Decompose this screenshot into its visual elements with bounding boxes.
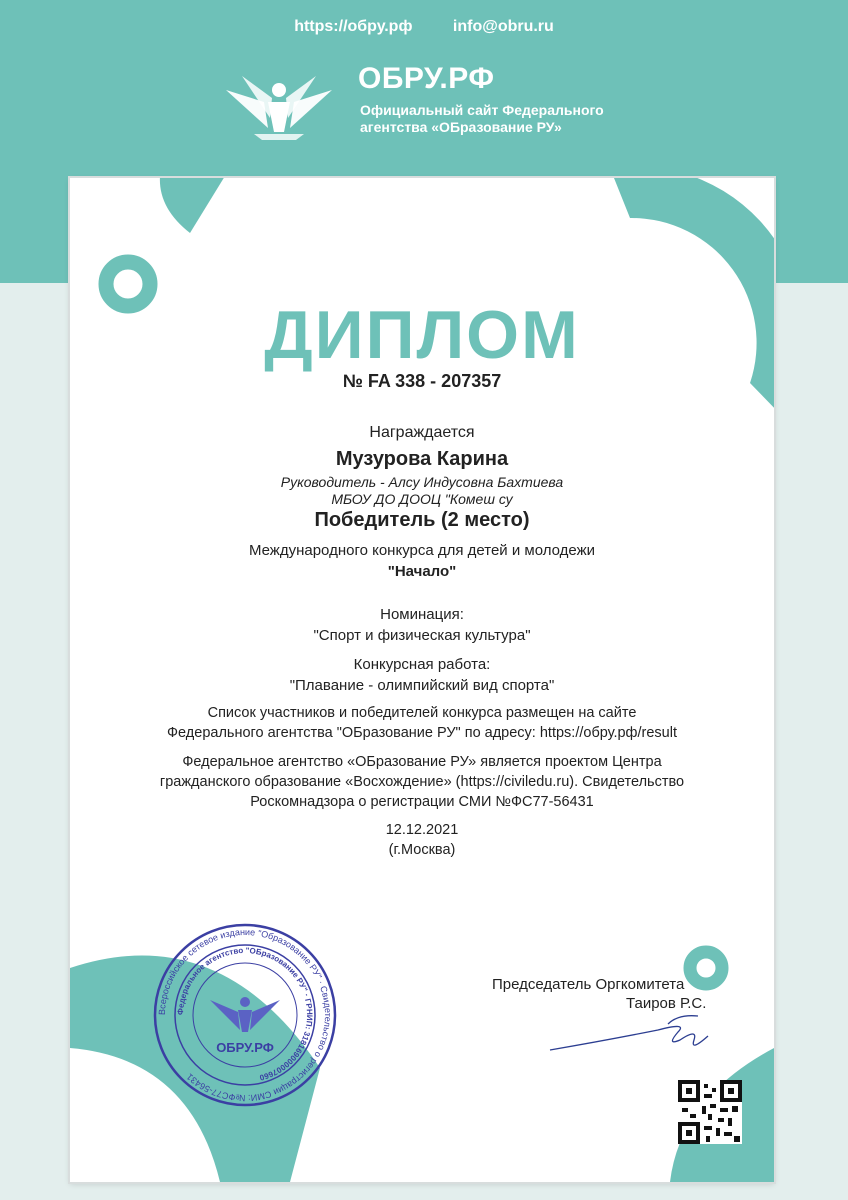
nomination-label: Номинация:	[380, 606, 464, 623]
chair-title: Председатель Оргкомитета	[492, 976, 685, 993]
results-note-line1: Список участников и победителей конкурса размещен на сайте	[207, 705, 637, 721]
brand-name: ОБРУ.РФ	[358, 62, 495, 95]
leader-line: Руководитель - Алсу Индусовна Бахтиева	[280, 474, 564, 490]
agency-note-line2: гражданского образование «Восхождение» (https://civiledu.ru). Свидетельство	[159, 774, 685, 790]
contest-name: "Начало"	[387, 563, 457, 580]
work-label: Конкурсная работа:	[353, 656, 491, 673]
stamp-center-text: ОБРУ.РФ	[216, 1040, 274, 1055]
stamp-inner-text: Федеральное агентство "ОБразование РУ" · ГРНИП: 318169000007660	[175, 945, 315, 1083]
school-line: МБОУ ДО ДООЦ "Комеш су	[331, 491, 513, 507]
brand-subtitle: Официальный сайт Федерального агентства «ОБразование РУ»	[360, 102, 604, 135]
chair-name: Таиров Р.С.	[626, 995, 707, 1012]
awarded-label: Награждается	[369, 424, 475, 441]
signature	[548, 1010, 718, 1060]
diploma-title: ДИПЛОМ	[264, 297, 580, 373]
issue-city: (г.Москва)	[388, 842, 456, 858]
contest-line: Международного конкурса для детей и молодежи	[248, 542, 596, 559]
results-note-line2: Федерального агентства "ОБразование РУ" по адресу: https://обру.рф/result	[167, 725, 677, 741]
qr-code[interactable]	[678, 1080, 742, 1144]
logo	[224, 62, 644, 142]
place-line: Победитель (2 место)	[314, 509, 530, 531]
work-value: "Плавание - олимпийский вид спорта"	[289, 677, 555, 694]
diploma-number: № FA 338 - 207357	[342, 371, 502, 391]
agency-note-line3: Роскомнадзора о регистрации СМИ №ФС77-56431	[250, 794, 594, 810]
email-link[interactable]: info@obru.ru	[452, 18, 554, 35]
recipient-name: Музурова Карина	[335, 448, 509, 470]
stamp-outer-text: Всероссийское сетевое издание "Образование РУ" · Свидетельство о регистрации СМИ: №ФС77-56431	[156, 926, 334, 1104]
site-link[interactable]: https://обру.рф	[294, 18, 413, 35]
diploma-sheet	[70, 178, 774, 1182]
issue-date: 12.12.2021	[385, 822, 459, 838]
header-contacts	[0, 18, 848, 36]
bird-logo-icon	[224, 68, 334, 140]
agency-note-line1: Федеральное агентство «ОБразование РУ» является проектом Центра	[182, 754, 662, 770]
official-stamp	[150, 920, 340, 1110]
nomination-value: "Спорт и физическая культура"	[313, 627, 531, 644]
